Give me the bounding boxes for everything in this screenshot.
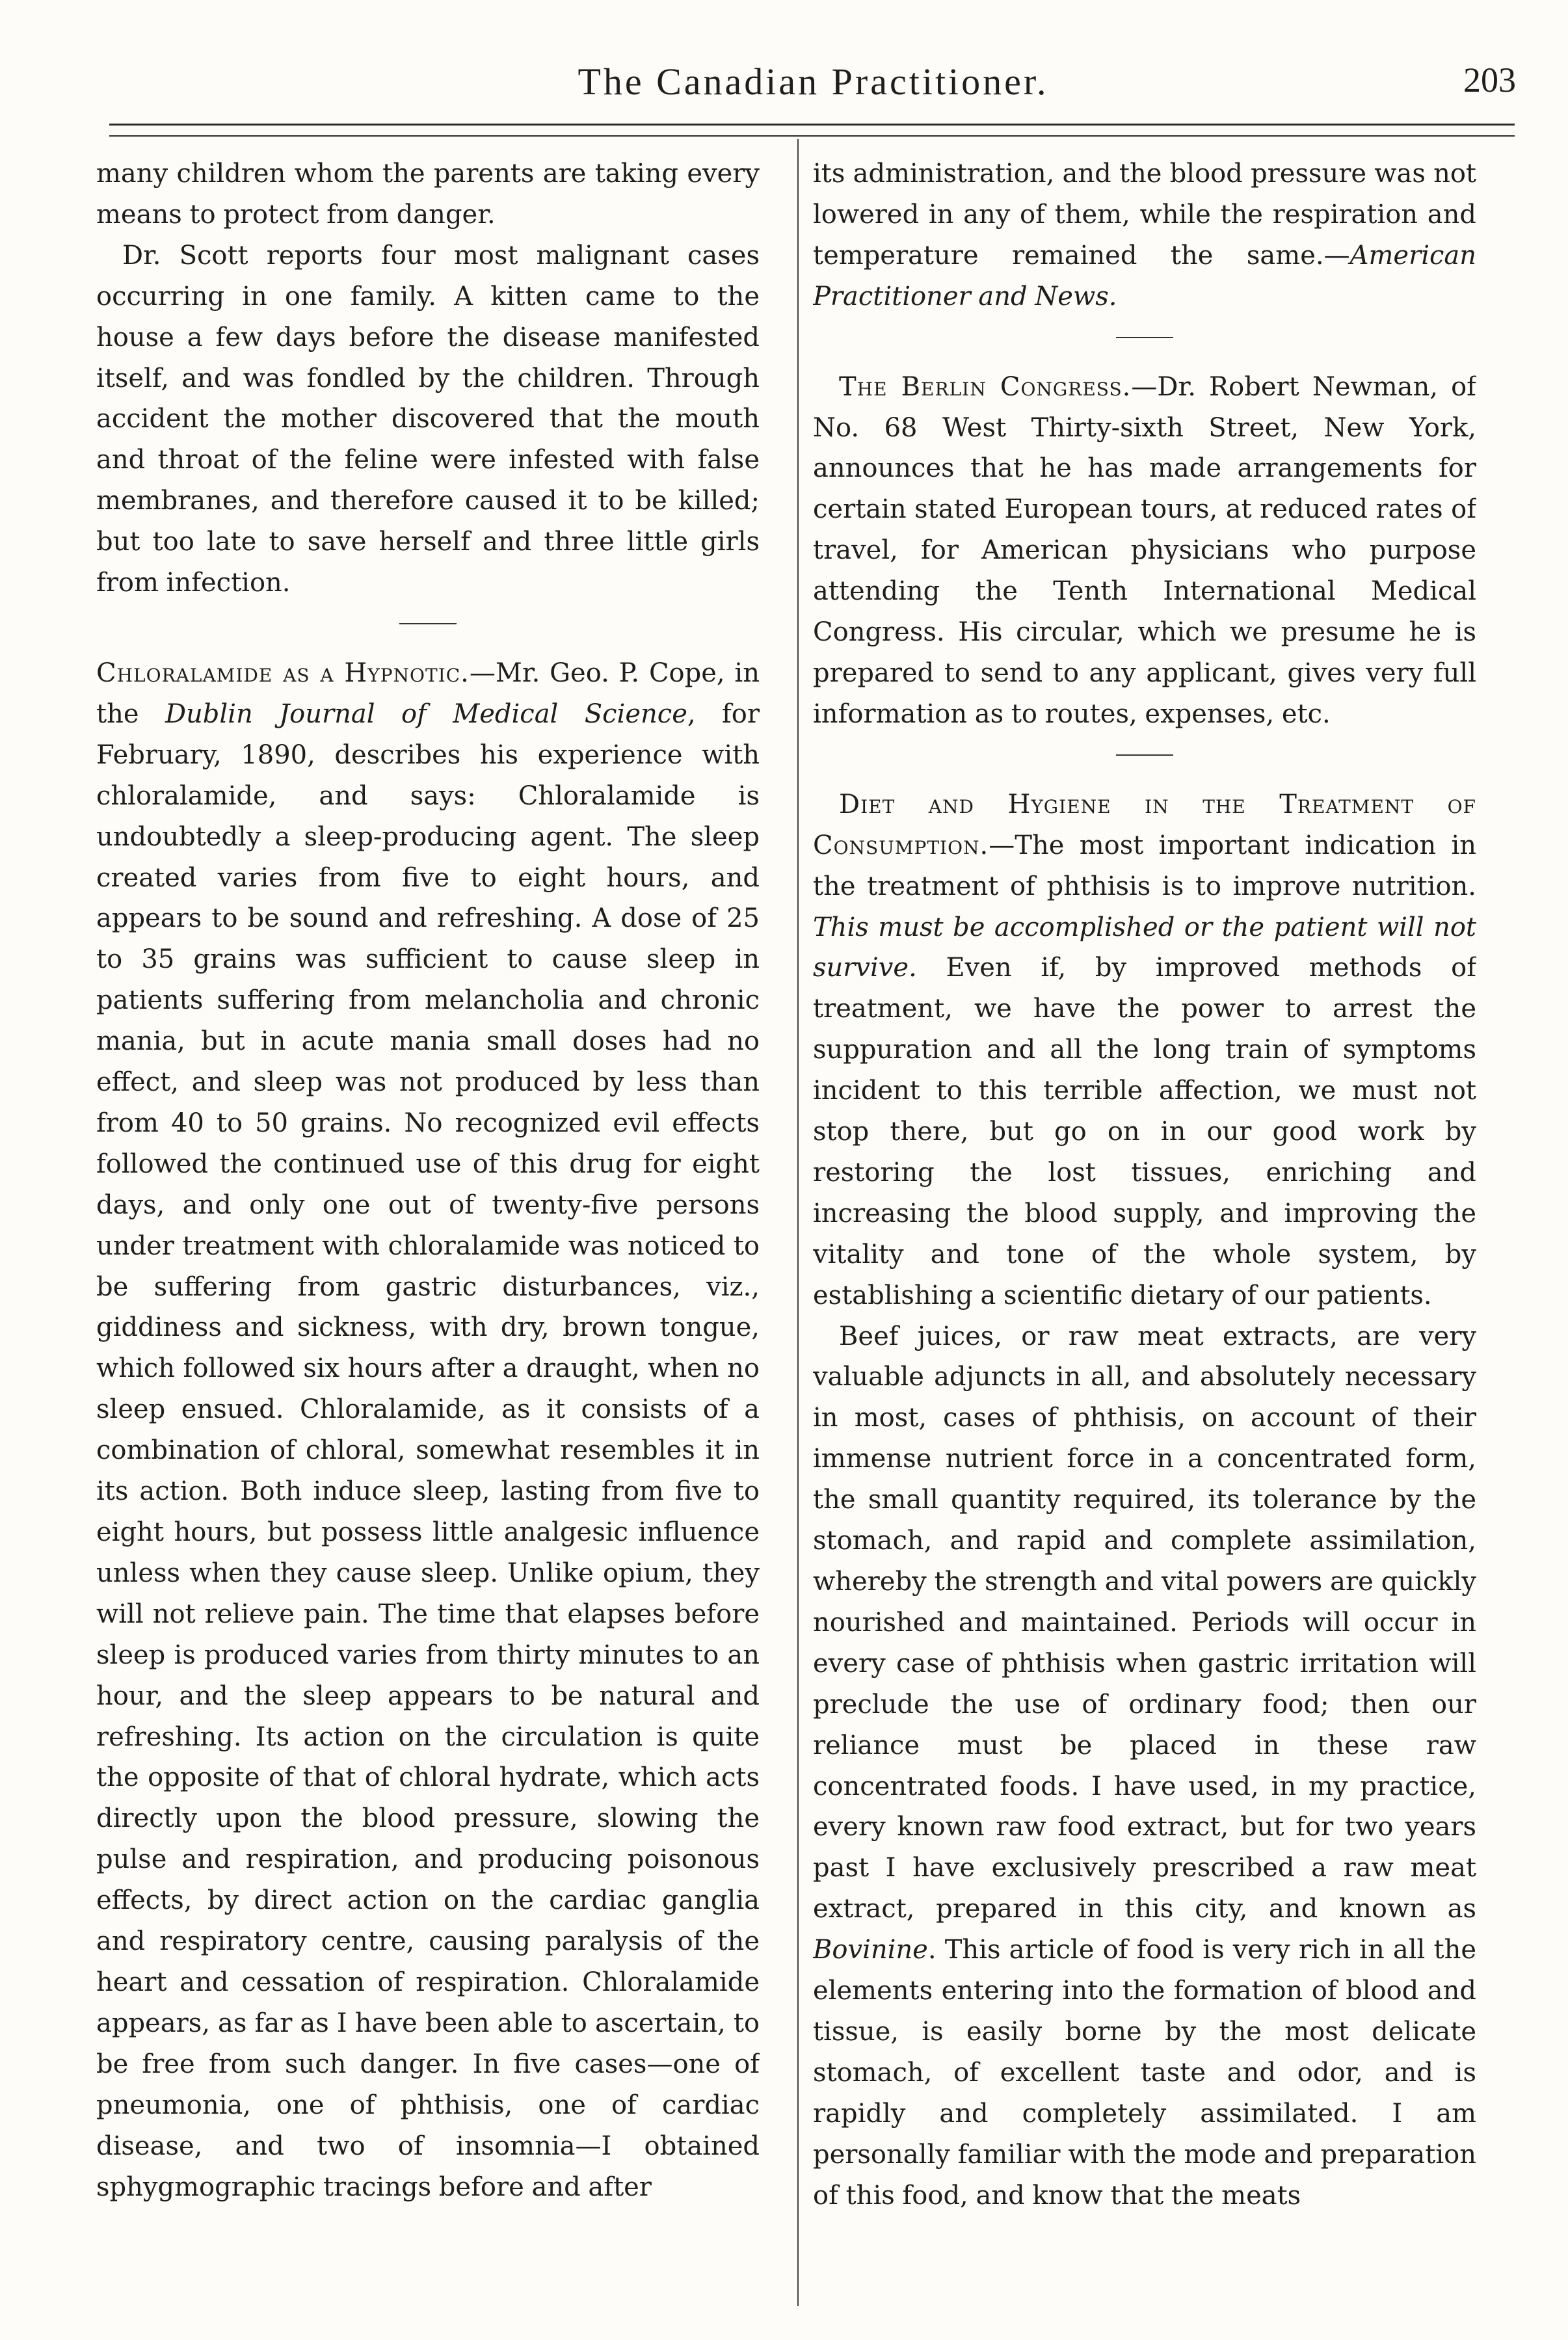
article-text: , for February, 1890, describes his experience with chloralamide, and says: Chloralamide is undoubtedly a sleep-producing agent. The sleep created varies from five to eight hours, and appears to be sound and refreshing. A dose of 25 to 35 grains was sufficient to cause sleep in patients suffering from melancholia and chronic mania, but in acute mania small doses had no effect, and sleep was not produced by less than from 40 to 50 grains. No recognized evil effects followed the continued use of this drug for eight days, and only one out of twenty-five persons under treatment with chloralamide was noticed to be suffering from gastric disturbances, viz., giddiness and sickness, with dry, brown tongue, which followed six hours after a draught, when no sleep ensued. Chloralamide, as it consists of a combination of chloral, somewhat resembles it in its action. Both induce sleep, lasting from five to eight hours, but possess little analgesic influence unless when they cause sleep. Unlike opium, they will not relieve pain. The time that elapses before sleep is produced varies from thirty minutes to an hour, and the sleep appears to be natural and refreshing. Its action on the circulation is quite the opposite of that of chloral hydrate, which acts directly upon the blood pressure, slowing the pulse and respiration, and producing poisonous effects, by direct action on the cardiac ganglia and respiratory centre, causing paralysis of the heart and cessation of respiration. Chloralamide appears, as far as I have been able to ascertain, to be free from such danger. In five cases—one of pneumonia, one of phthisis, one of cardiac disease, and two of insomnia—I obtained sphygmographic tracings before and after (96, 698, 760, 2202)
running-head (111, 60, 1516, 112)
paragraph-kitten-cases: Dr. Scott reports four most malignant cases occurring in one family. A kitten came to the house a few days before the disease manifested itself, and was fondled by the children. Through accident the mother discovered that the mouth and throat of the feline were infested with false membranes, and therefore caused it to be killed; but too late to save herself and three little girls from infection. (96, 240, 760, 598)
article-berlin-congress (813, 367, 1476, 735)
header-rule-bottom (109, 135, 1515, 137)
article-text: its administration, and the blood pressure was not lowered in any of them, while the respiration and temperature remained the same.— (813, 159, 1476, 271)
article-title-diet: Diet and Hygiene in the Treatment of Consumption. (813, 789, 1476, 860)
article-title-berlin: The Berlin Congress. (839, 371, 1132, 402)
section-divider (1116, 337, 1173, 338)
left-column (96, 153, 760, 2314)
article-text: Beef juices, or raw meat extracts, are very valuable adjuncts in all, and absolutely necessary in most, cases of phthisis, on account of their immense nutrient force in a concentrated form, the small quantity required, its tolerance by the stomach, and rapid and complete assimilation, whereby the strength and vital powers are quickly nourished and maintained. Periods will occur in every case of phthisis when gastric irritation will preclude the use of ordinary food; then our reliance must be placed in these raw concentrated foods. I have used, in my practice, every known raw food extract, but for two years past I have exclusively prescribed a raw meat extract, prepared in this city, and known as (813, 1321, 1476, 1924)
source-reference: American Practitioner and News. (813, 240, 1476, 312)
paragraph-continued: many children whom the parents are taking every means to protect from danger. (96, 159, 760, 230)
section-divider (1116, 754, 1173, 756)
article-text: —Mr. Geo. P. Cope, in the (96, 658, 760, 729)
brand-name: Bovinine (813, 1935, 928, 1965)
article-text: Even if, by improved methods of treatment, we have the power to arrest the suppuration and all the long train of symptoms incident to this terrible affection, we must not stop there, but go on in our good work by restoring the lost tissues, enriching and increasing the blood supply, and improving the vitality and tone of the whole system, by establishing a scientific dietary of our patients. (813, 953, 1476, 1310)
header-rule-top (109, 124, 1515, 126)
section-divider (399, 623, 457, 624)
article-text: —The most important indication in the treatment of phthisis is to improve nutrition. (813, 830, 1476, 901)
journal-reference: Dublin Journal of Medical Science (165, 698, 687, 729)
emphasis-text: This must be accomplished or the patient will not survive. (813, 912, 1476, 983)
article-title-chloralamide: Chloralamide as a Hypnotic. (96, 658, 470, 688)
paragraph-beef-juices (813, 1316, 1476, 2216)
article-text: —Dr. Robert Newman, of No. 68 West Thirty-sixth Street, New York, announces that he has made arrangements for certain stated European tours, at reduced rates of travel, for American physicians who purpose attending the Tenth International Medical Congress. His circular, which we presume he is prepared to send to any applicant, gives very full information as to routes, expenses, etc. (813, 371, 1476, 729)
article-chloralamide (96, 653, 760, 2207)
journal-title: The Canadian Practitioner. (578, 60, 1049, 103)
article-text: . This article of food is very rich in all the elements entering into the formation of blood and tissue, is easily borne by the most delicate stomach, of excellent taste and odor, and is rapidly and completely assimilated. I am personally familiar with the mode and preparation of this food, and know that the meats (813, 1935, 1476, 2211)
column-divider (797, 139, 799, 2306)
page-number: 203 (1463, 60, 1516, 100)
paragraph-continued-right (813, 153, 1476, 317)
article-diet-hygiene (813, 784, 1476, 1316)
right-column (813, 153, 1476, 2314)
